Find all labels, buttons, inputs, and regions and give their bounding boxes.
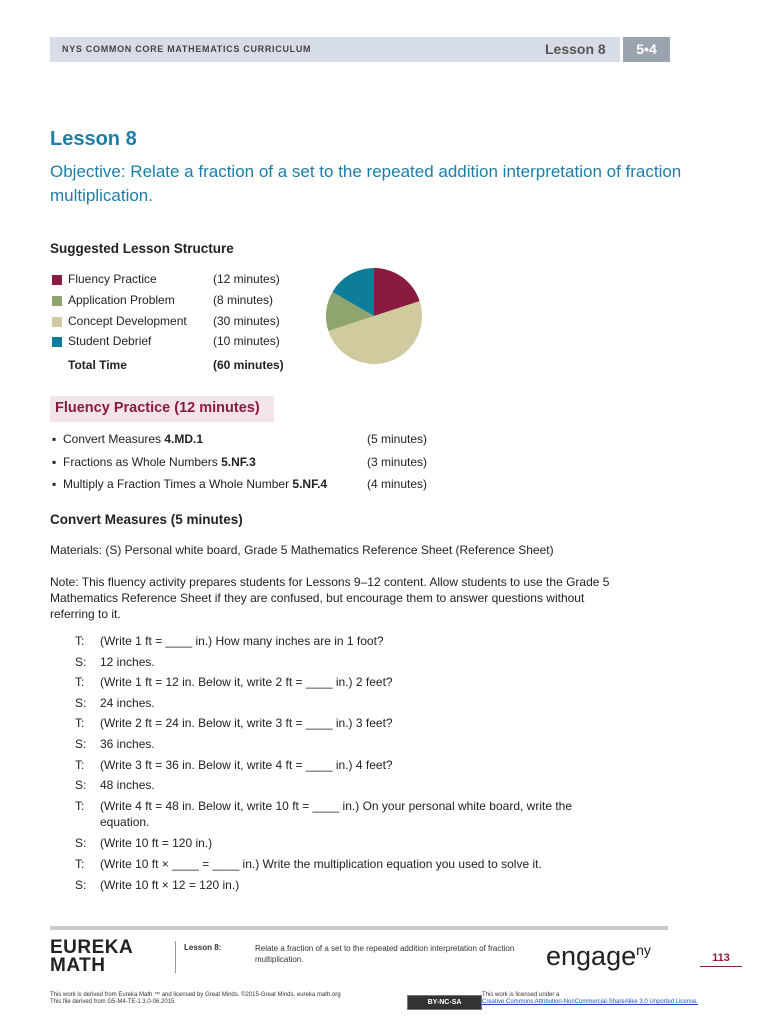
total-minutes: (60 minutes)	[213, 358, 284, 372]
logo-line: EUREKA	[50, 937, 134, 958]
dialogue-text: 36 inches.	[100, 737, 155, 751]
note-line: Note: This fluency activity prepares students for Lessons 9–12 content. Allow students to use the Grade 5	[50, 575, 610, 589]
note-line: Mathematics Reference Sheet if they are confused, but encourage them to answer questions without	[50, 591, 585, 605]
dialogue-text: 24 inches.	[100, 696, 155, 710]
note-line: referring to it.	[50, 607, 121, 621]
dialogue-text: 12 inches.	[100, 655, 155, 669]
dialogue-text: (Write 1 ft = 12 in. Below it, write 2 ft = ____ in.) 2 feet?	[100, 675, 393, 689]
module-badge: 5•4	[623, 37, 670, 62]
legend-swatch	[52, 317, 62, 327]
dialogue-text: (Write 10 ft × ____ = ____ in.) Write the multiplication equation you used to solve it.	[100, 857, 542, 871]
footer-lesson: Lesson 8:	[184, 943, 222, 952]
structure-heading: Suggested Lesson Structure	[50, 241, 234, 256]
dialogue-text: equation.	[100, 815, 150, 829]
eureka-math-logo	[50, 939, 133, 975]
structure-label: Concept Development	[68, 314, 187, 328]
structure-minutes: (8 minutes)	[213, 293, 274, 307]
page-number: 113	[700, 952, 742, 967]
fluency-item-minutes: (3 minutes)	[367, 455, 428, 469]
structure-label: Fluency Practice	[68, 272, 157, 286]
bullet-icon: ▪	[52, 432, 57, 446]
bullet-icon: ▪	[52, 455, 57, 469]
dialogue-text: 48 inches.	[100, 778, 155, 792]
footer-rule	[50, 926, 668, 930]
footer-license	[482, 992, 742, 1006]
credit-line: This file derived from G5-M4-TE-1.3.0-06.2015	[50, 999, 175, 1005]
speaker: T:	[75, 634, 85, 648]
speaker: S:	[75, 737, 87, 751]
bullet-icon: ▪	[52, 477, 57, 491]
convert-measures-heading: Convert Measures (5 minutes)	[50, 512, 243, 527]
speaker: T:	[75, 675, 85, 689]
footer-credit	[50, 992, 390, 1006]
fluency-item-text: Multiply a Fraction Times a Whole Number	[63, 477, 293, 491]
dialogue-text: (Write 10 ft × 12 = 120 in.)	[100, 878, 240, 892]
engageny-logo	[546, 941, 651, 972]
header-lesson: Lesson 8	[545, 41, 606, 57]
speaker: S:	[75, 696, 87, 710]
fluency-item-minutes: (4 minutes)	[367, 477, 428, 491]
structure-minutes: (12 minutes)	[213, 272, 280, 286]
fluency-item-minutes: (5 minutes)	[367, 432, 428, 446]
credit-line: This work is derived from Eureka Math ™ and licensed by Great Minds. ©2015-Great Minds. eureka math.org	[50, 992, 341, 998]
fluency-item-text: Fractions as Whole Numbers	[63, 455, 222, 469]
speaker: S:	[75, 778, 87, 792]
footer-description: Relate a fraction of a set to the repeated addition interpretation of fraction multiplication.	[255, 944, 515, 964]
fluency-item-standard: 5.NF.4	[292, 477, 328, 491]
speaker: T:	[75, 799, 85, 813]
fluency-item-text: Convert Measures	[63, 432, 165, 446]
fluency-item-standard: 4.MD.1	[164, 432, 204, 446]
logo-line: MATH	[50, 955, 106, 976]
objective: Objective: Relate a fraction of a set to the repeated addition interpretation of fraction multiplication.	[50, 162, 682, 205]
speaker: S:	[75, 655, 87, 669]
speaker: T:	[75, 758, 85, 772]
dialogue-text: (Write 3 ft = 36 in. Below it, write 4 ft = ____ in.) 4 feet?	[100, 758, 393, 772]
speaker: T:	[75, 857, 85, 871]
lesson-title: Lesson 8	[50, 128, 137, 150]
structure-minutes: (10 minutes)	[213, 334, 280, 348]
dialogue-text: (Write 1 ft = ____ in.) How many inches are in 1 foot?	[100, 634, 384, 648]
materials-text: Materials: (S) Personal white board, Grade 5 Mathematics Reference Sheet (Reference Sheet)	[50, 543, 554, 557]
engage-sup: ny	[636, 942, 651, 958]
speaker: S:	[75, 878, 87, 892]
speaker: S:	[75, 836, 87, 850]
dialogue-text: (Write 10 ft = 120 in.)	[100, 836, 213, 850]
structure-minutes: (30 minutes)	[213, 314, 280, 328]
legend-swatch	[52, 275, 62, 285]
creative-commons-badge-icon: BY-NC-SA	[407, 995, 482, 1010]
fluency-heading: Fluency Practice (12 minutes)	[55, 400, 260, 416]
fluency-item-standard: 5.NF.3	[221, 455, 256, 469]
legend-swatch	[52, 296, 62, 306]
footer-divider	[175, 941, 176, 973]
lesson-structure-pie-chart	[323, 265, 425, 367]
speaker: T:	[75, 716, 85, 730]
engage-text: engage	[546, 941, 637, 971]
legend-swatch	[52, 337, 62, 347]
structure-label: Student Debrief	[68, 334, 152, 348]
structure-label: Application Problem	[68, 293, 175, 307]
curriculum-title: NYS COMMON CORE MATHEMATICS CURRICULUM	[62, 44, 312, 54]
license-text: This work is licensed under a	[482, 992, 560, 998]
dialogue-text: (Write 4 ft = 48 in. Below it, write 10 ft = ____ in.) On your personal white board, write the	[100, 799, 573, 813]
total-label: Total Time	[68, 358, 127, 372]
dialogue-text: (Write 2 ft = 24 in. Below it, write 3 ft = ____ in.) 3 feet?	[100, 716, 393, 730]
license-link[interactable]: Creative Commons Attribution-NonCommercial-ShareAlike 3.0 Unported License.	[482, 999, 699, 1005]
